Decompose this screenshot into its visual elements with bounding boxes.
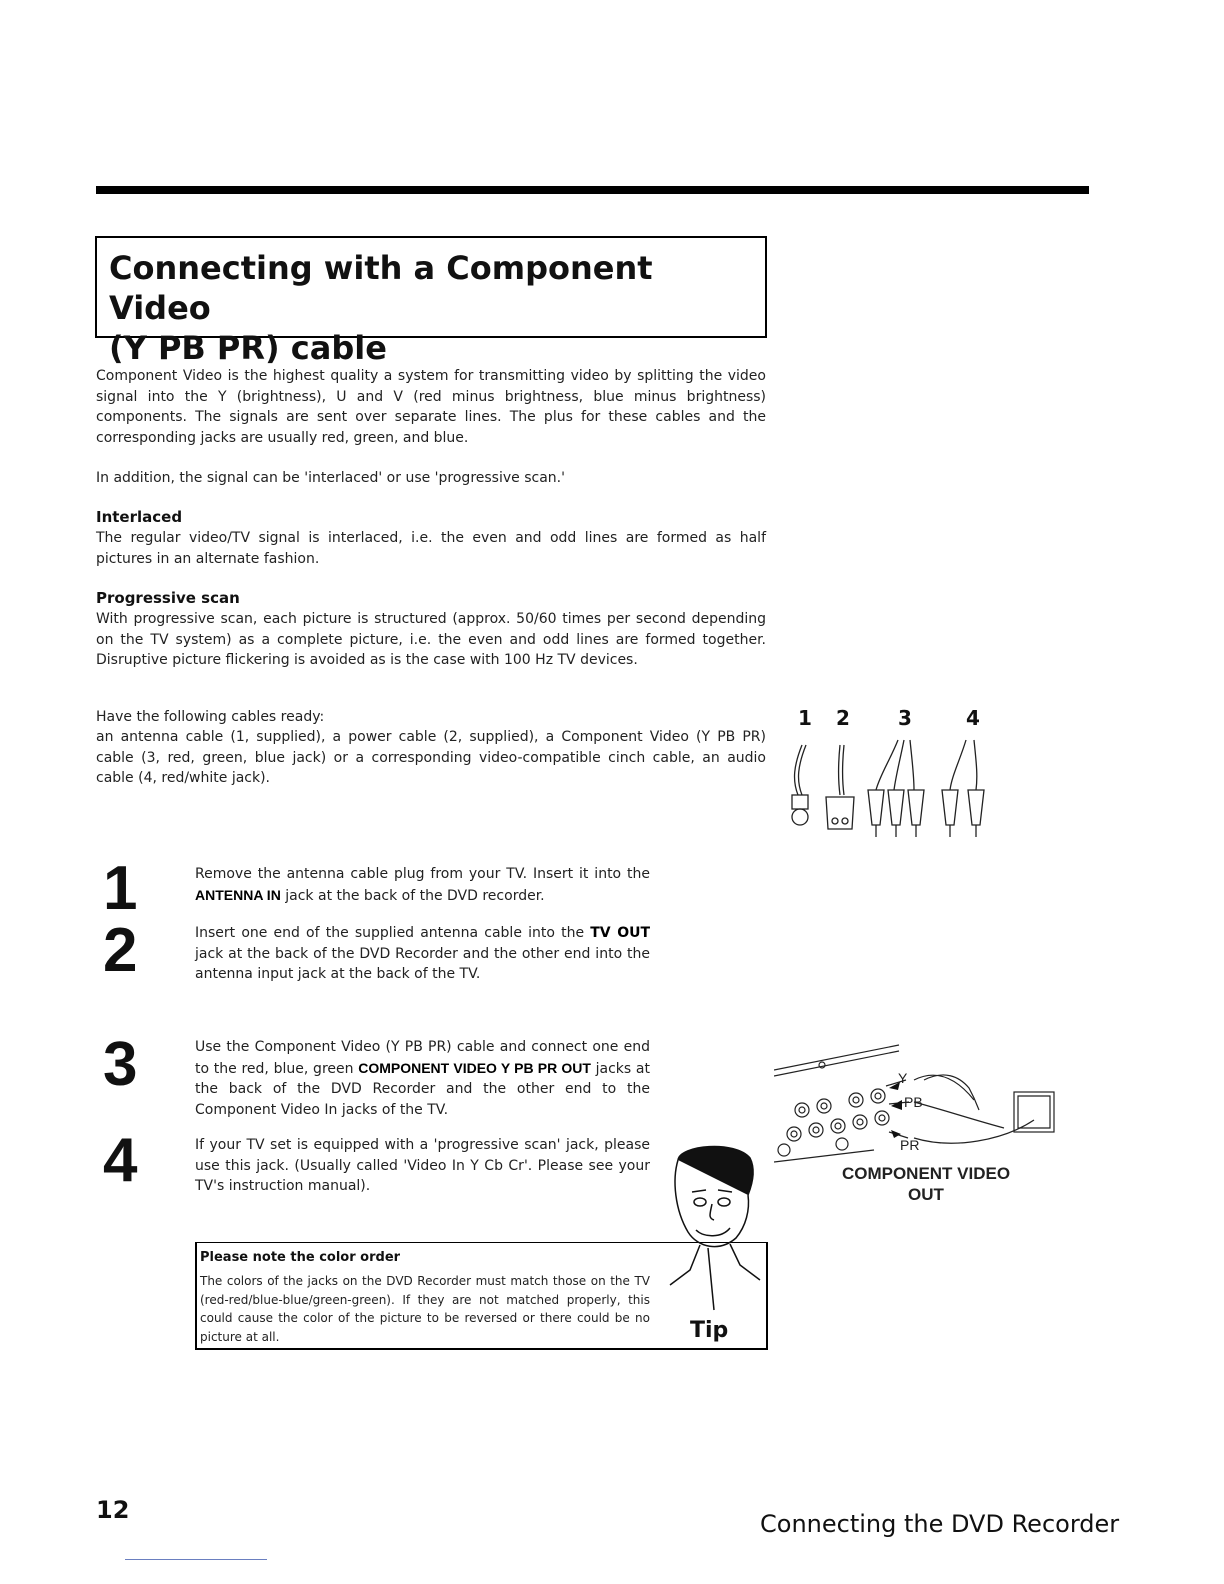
step-3-text-bold: COMPONENT VIDEO Y PB PR OUT bbox=[358, 1059, 591, 1076]
tip-cartoon-face-icon bbox=[660, 1140, 765, 1315]
component-video-label-line1: COMPONENT VIDEO bbox=[841, 1164, 1011, 1183]
top-rule bbox=[96, 186, 1089, 194]
cable-number-4: 4 bbox=[966, 706, 980, 730]
step-3-text-post: jacks at the back of the DVD Recorder and the other end to the Component Video In jacks of the TV. bbox=[195, 1060, 650, 1118]
page-title-line1: Connecting with a Component Video bbox=[109, 249, 653, 327]
step-1-text bbox=[195, 864, 650, 906]
step-number-2: 2 bbox=[103, 916, 138, 985]
component-video-diagram bbox=[774, 1040, 1064, 1165]
cables-text: an antenna cable (1, supplied), a power cable (2, supplied), a Component Video (Y PB PR) cable (3, red, green, blue jack) or a corresponding video-compatible cinch cable, an audio cable (4, red/white jack). bbox=[96, 729, 766, 786]
cables-intro: Have the following cables ready: bbox=[96, 709, 325, 725]
tip-label: Tip bbox=[690, 1318, 729, 1343]
footer-section-title: Connecting the DVD Recorder bbox=[760, 1510, 1120, 1538]
cable-number-2: 2 bbox=[836, 706, 850, 730]
step-number-4: 4 bbox=[103, 1126, 138, 1195]
step-3-text bbox=[195, 1037, 650, 1120]
interlaced-text: The regular video/TV signal is interlaced, i.e. the even and odd lines are formed as half pictures in an alternate fashion. bbox=[96, 530, 766, 567]
intro-paragraph: Component Video is the highest quality a system for transmitting video by splitting the video signal into the Y (brightness), U and V (red minus brightness, blue minus brightness) components. The signals are sent over separate lines. The plus for these cables and the corresponding jacks are usually red, green, and blue. bbox=[96, 368, 766, 446]
jack-label-y: Y bbox=[898, 1070, 908, 1086]
step-2-text-bold: TV OUT bbox=[590, 925, 651, 941]
title-box bbox=[95, 236, 767, 367]
intro-signal-paragraph: In addition, the signal can be 'interlaced' or use 'progressive scan.' bbox=[96, 470, 565, 486]
bottom-link-line bbox=[125, 1559, 267, 1560]
component-video-label-line2: OUT bbox=[908, 1185, 944, 1204]
step-2-text bbox=[195, 923, 650, 985]
page-title-line2: (Y PB PR) cable bbox=[109, 329, 387, 367]
step-2-text-post: jack at the back of the DVD Recorder and the other end into the antenna input jack at the back of the TV. bbox=[195, 945, 650, 982]
cable-number-1: 1 bbox=[798, 706, 812, 730]
step-3-text-pre: Use the Component Video (Y PB PR) cable and connect one end to the red, blue, green bbox=[195, 1039, 650, 1077]
cables-illustration bbox=[780, 735, 1000, 845]
page-title bbox=[109, 248, 765, 368]
jack-label-pr: PR bbox=[900, 1137, 920, 1153]
step-number-1: 1 bbox=[103, 854, 138, 923]
step-1-text-bold: ANTENNA IN bbox=[195, 886, 281, 903]
interlaced-heading: Interlaced bbox=[96, 508, 183, 526]
cable-number-3: 3 bbox=[898, 706, 912, 730]
jack-label-pb: PB bbox=[904, 1094, 923, 1110]
page-number: 12 bbox=[96, 1496, 130, 1524]
tip-heading: Please note the color order bbox=[200, 1250, 401, 1265]
step-1-text-pre: Remove the antenna cable plug from your TV. Insert it into the bbox=[195, 866, 650, 882]
progressive-heading: Progressive scan bbox=[96, 589, 240, 607]
component-video-label bbox=[836, 1163, 1016, 1205]
step-4-text: If your TV set is equipped with a 'progressive scan' jack, please use this jack. (Usually called 'Video In Y Cb Cr'. Please see your TV's instruction manual). bbox=[195, 1137, 650, 1194]
step-number-3: 3 bbox=[103, 1030, 138, 1099]
step-2-text-pre: Insert one end of the supplied antenna cable into the bbox=[195, 925, 591, 941]
progressive-text: With progressive scan, each picture is structured (approx. 50/60 times per second depending on the TV system) as a complete picture, i.e. the even and odd lines are formed together. Disruptive picture flickering is avoided as is the case with 100 Hz TV devices. bbox=[96, 611, 766, 668]
tip-text: The colors of the jacks on the DVD Recorder must match those on the TV (red-red/blue-blue/green-green). If they are not matched properly, this could cause the color of the picture to be reversed or there could be no picture at all. bbox=[200, 1274, 650, 1344]
step-1-text-post: jack at the back of the DVD recorder. bbox=[280, 887, 545, 904]
